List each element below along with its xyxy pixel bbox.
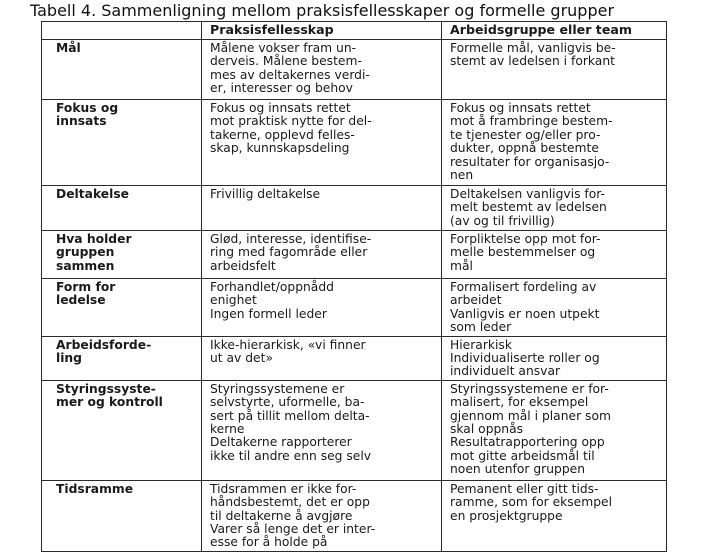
cell-text-line: mes av deltakernes verdi- [210, 67, 370, 82]
cell-text-line: mer og kontroll [56, 395, 163, 410]
table-row [42, 186, 667, 231]
cell-text-line: Deltakelse [56, 187, 130, 201]
cell-text-line: håndsbestemt, det er opp [210, 495, 370, 510]
row-label [42, 40, 202, 100]
header-row [42, 22, 667, 40]
cell-text-line: arbeidet [450, 293, 502, 308]
cell-text-line: til deltakerne å avgjøre [210, 508, 353, 523]
cell-text-line: selvstyrte, uformelle, ba- [210, 395, 365, 410]
cell-text-line: sammen [56, 258, 115, 273]
cell-text-line: skal oppnås [450, 422, 524, 437]
header-arbeidsgruppe: Arbeidsgruppe eller team [442, 22, 667, 40]
cell-text-line: te tjenester og/eller pro- [450, 127, 601, 142]
table-body [42, 40, 667, 552]
arbeid-cell [442, 279, 667, 337]
cell-text-line: derveis. Målene bestem- [210, 54, 362, 69]
row-label [42, 336, 202, 380]
table-caption: Tabell 4. Sammenligning mellom praksisfellesskaper og formelle grupper [30, 1, 615, 20]
cell-text-line: Pemanent eller gitt tids- [450, 481, 599, 496]
cell-text-line: gruppen [56, 245, 115, 260]
cell-text-line: nen [450, 168, 474, 183]
cell-text-line: noen utenfor gruppen [450, 462, 586, 477]
cell-text-line: individuelt ansvar [450, 364, 561, 379]
cell-text-line: Varer så lenge det er inter- [210, 522, 376, 537]
cell-text-line: Formelle mål, vanligvis be- [450, 41, 616, 55]
cell-text-line: melt bestemt av ledelsen [450, 200, 607, 215]
cell-text-line: Form for [56, 280, 116, 294]
row-label [42, 186, 202, 231]
table-row [42, 336, 667, 380]
cell-text-line: ling [56, 351, 82, 366]
cell-text-line: Mål [56, 41, 81, 55]
cell-text-line: ledelse [56, 293, 106, 308]
cell-text-line: enighet [210, 293, 257, 308]
header-empty [42, 22, 202, 40]
cell-text-line: Ikke-hierarkisk, «vi finner [210, 337, 366, 352]
cell-text-line: Glød, interesse, identifise- [210, 232, 372, 246]
cell-text-line: Arbeidsforde- [56, 337, 152, 352]
arbeid-cell [442, 380, 667, 480]
cell-text-line: Målene vokser fram un- [210, 41, 357, 55]
arbeid-cell [442, 40, 667, 100]
cell-text-line: Forpliktelse opp mot for- [450, 232, 601, 246]
praksis-cell [202, 231, 442, 279]
cell-text-line: Hierarkisk [450, 337, 512, 352]
cell-text-line: som leder [450, 320, 512, 335]
cell-text-line: kerne [210, 422, 245, 437]
cell-text-line: melle bestemmelser og [450, 245, 596, 260]
cell-text-line: arbeidsfelt [210, 258, 276, 273]
cell-text-line: Tidsrammen er ikke for- [210, 481, 357, 496]
cell-text-line: malisert, for eksempel [450, 395, 589, 410]
cell-text-line: resultater for organisasjo- [450, 154, 610, 169]
cell-text-line: en prosjektgruppe [450, 508, 563, 523]
cell-text-line: Styringssystemene er [210, 381, 345, 396]
cell-text-line: dukter, oppnå bestemte [450, 141, 599, 156]
table-row [42, 380, 667, 480]
table-row [42, 40, 667, 100]
cell-text-line: mål [450, 258, 473, 273]
cell-text-line: Forhandlet/oppnådd [210, 280, 334, 294]
arbeid-cell [442, 186, 667, 231]
cell-text-line: ramme, som for eksempel [450, 495, 612, 510]
cell-text-line: Styringssyste- [56, 381, 156, 396]
praksis-cell [202, 279, 442, 337]
arbeid-cell [442, 231, 667, 279]
cell-text-line: ut av det» [210, 351, 273, 366]
cell-text-line: stemt av ledelsen i forkant [450, 54, 615, 69]
cell-text-line: sert på tillit mellom delta- [210, 408, 370, 423]
cell-text-line: ikke til andre enn seg selv [210, 448, 372, 463]
row-label [42, 480, 202, 551]
header-praksisfellesskap: Praksisfellesskap [202, 22, 442, 40]
row-label [42, 231, 202, 279]
praksis-cell [202, 186, 442, 231]
arbeid-cell [442, 100, 667, 186]
table-row [42, 231, 667, 279]
cell-text-line: Individualiserte roller og [450, 351, 600, 366]
cell-text-line: Fokus og [56, 101, 119, 115]
arbeid-cell [442, 480, 667, 551]
table-row [42, 480, 667, 551]
cell-text-line: Hva holder [56, 232, 132, 246]
row-label [42, 380, 202, 480]
praksis-cell [202, 100, 442, 186]
cell-text-line: mot gitte arbeidsmål til [450, 448, 595, 463]
cell-text-line: ring med fagområde eller [210, 245, 368, 260]
cell-text-line: er, interesser og behov [210, 81, 353, 96]
praksis-cell [202, 480, 442, 551]
cell-text-line: Formalisert fordeling av [450, 280, 597, 294]
praksis-cell [202, 336, 442, 380]
cell-text-line: Deltakerne rapporterer [210, 435, 352, 450]
cell-text-line: takerne, opplevd felles- [210, 127, 355, 142]
cell-text-line: Vanligvis er noen utpekt [450, 306, 600, 321]
cell-text-line: mot praktisk nytte for del- [210, 114, 372, 129]
cell-text-line: Fokus og innsats rettet [210, 101, 351, 115]
cell-text-line: Styringssystemene er for- [450, 381, 609, 396]
cell-text-line: esse for å holde på [210, 535, 328, 550]
table-row [42, 100, 667, 186]
table-row [42, 279, 667, 337]
cell-text-line: skap, kunnskapsdeling [210, 141, 350, 156]
row-label [42, 100, 202, 186]
comparison-table [41, 21, 667, 552]
cell-text-line: Ingen formell leder [210, 306, 327, 321]
cell-text-line: Frivillig deltakelse [210, 187, 321, 201]
cell-text-line: Deltakelsen vanligvis for- [450, 187, 605, 201]
arbeid-cell [442, 336, 667, 380]
cell-text-line: (av og til frivillig) [450, 213, 555, 228]
praksis-cell [202, 380, 442, 480]
cell-text-line: gjennom mål i planer som [450, 408, 611, 423]
row-label [42, 279, 202, 337]
cell-text-line: mot å frambringe bestem- [450, 114, 613, 129]
cell-text-line: innsats [56, 114, 107, 129]
cell-text-line: Fokus og innsats rettet [450, 101, 591, 115]
cell-text-line: Resultatrapportering opp [450, 435, 605, 450]
praksis-cell [202, 40, 442, 100]
cell-text-line: Tidsramme [56, 481, 134, 496]
